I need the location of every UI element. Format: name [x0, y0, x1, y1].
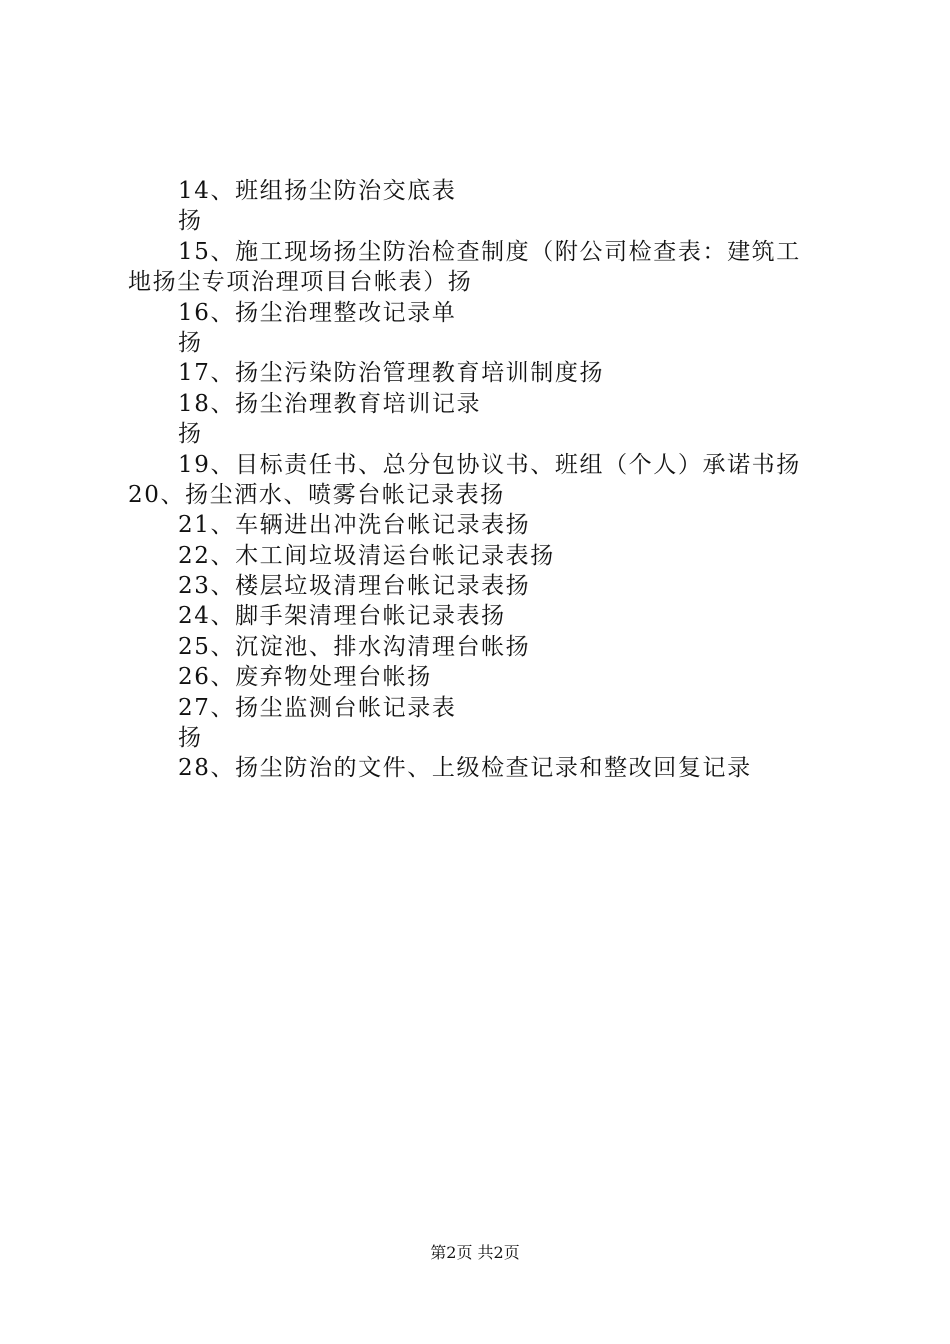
- document-line: 26、废弃物处理台帐扬: [178, 664, 432, 691]
- document-line: 28、扬尘防治的文件、上级检查记录和整改回复记录: [178, 755, 752, 782]
- document-body: [128, 176, 838, 784]
- document-line: 25、沉淀池、排水沟清理台帐扬: [178, 633, 531, 660]
- document-line: 扬: [178, 208, 203, 235]
- document-line: 19、目标责任书、总分包协议书、班组（个人）承诺书扬: [178, 451, 801, 478]
- document-line: 15、施工现场扬尘防治检查制度（附公司检查表：建筑工: [178, 238, 801, 265]
- document-line: 14、班组扬尘防治交底表: [178, 178, 457, 204]
- document-line: 地扬尘专项治理项目台帐表）扬: [128, 269, 473, 296]
- document-line: 扬: [178, 329, 203, 356]
- document-line: 27、扬尘监测台帐记录表: [178, 694, 457, 721]
- document-line: 18、扬尘治理教育培训记录: [178, 390, 482, 417]
- document-line: 扬: [178, 421, 203, 448]
- document-line: 23、楼层垃圾清理台帐记录表扬: [178, 573, 531, 600]
- document-line: 17、扬尘污染防治管理教育培训制度扬: [178, 360, 605, 387]
- document-line: 16、扬尘治理整改记录单: [178, 299, 457, 326]
- document-line: 22、木工间垃圾清运台帐记录表扬: [178, 542, 555, 569]
- document-line: 24、脚手架清理台帐记录表扬: [178, 603, 506, 630]
- document-line: 20、扬尘洒水、喷雾台帐记录表扬: [128, 481, 505, 508]
- document-line: 扬: [178, 725, 203, 752]
- page-footer: 第2页 共2页: [430, 1243, 520, 1262]
- document-line: 21、车辆进出冲洗台帐记录表扬: [178, 512, 531, 539]
